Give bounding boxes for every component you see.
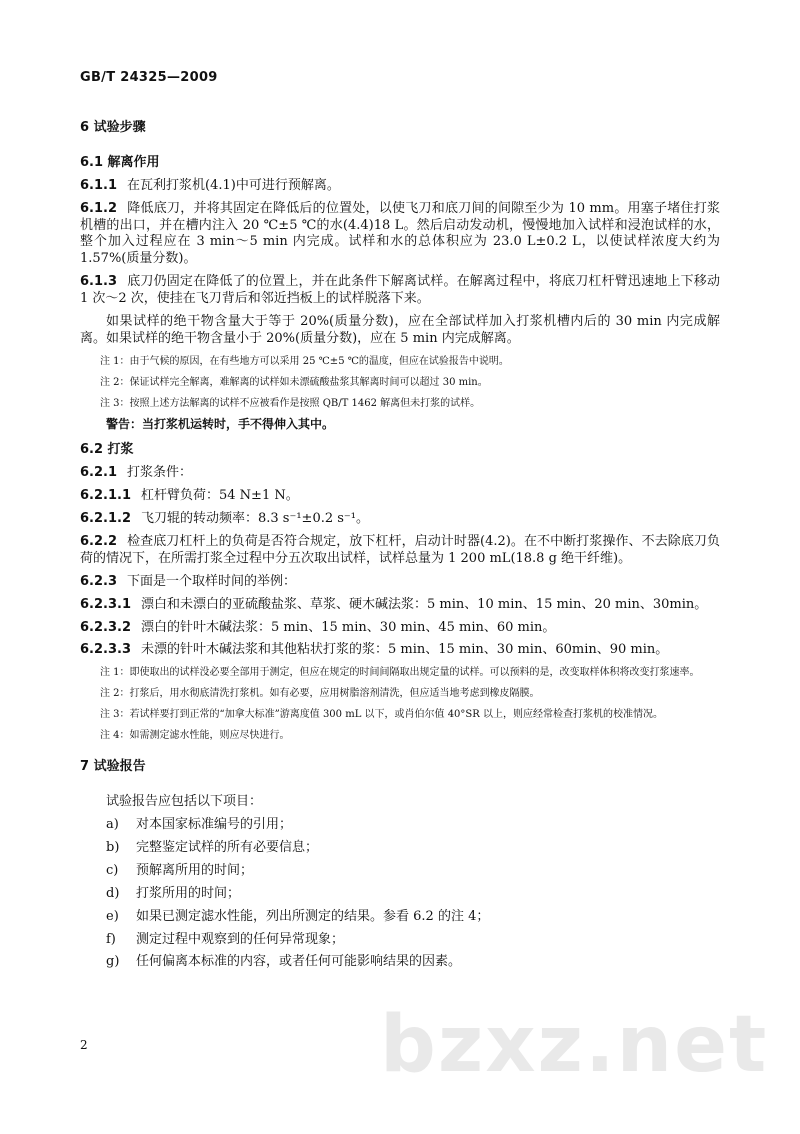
- list-marker: b): [106, 839, 120, 855]
- report-intro: 试验报告应包括以下项目：: [106, 794, 263, 810]
- clause-text: 下面是一个取样时间的举例：: [127, 573, 297, 589]
- clause-6-2-3-2: [80, 620, 720, 637]
- list-marker: f): [106, 931, 116, 947]
- clause-6-1-3-paragraph: 如果试样的绝干物含量大于等于 20%(质量分数)，应在全部试样加入打浆机槽内后的 30 min 内完成解离。如果试样的绝干物含量小于 20%(质量分数)，应在 5 min 内完成解离。: [80, 314, 720, 346]
- note-6-2-4: 注 4：如需测定滤水性能，则应尽快进行。: [100, 730, 290, 742]
- clause-6-2-1: [80, 465, 720, 482]
- list-item-text: 测定过程中观察到的任何异常现象；: [136, 931, 345, 947]
- clause-number: 6.2.3.1: [80, 596, 131, 612]
- list-item-text: 预解离所用的时间；: [136, 862, 254, 878]
- list-marker: g): [106, 954, 120, 970]
- list-item: [80, 863, 720, 880]
- clause-6-1-3: [80, 274, 720, 308]
- clause-number: 6.2.3: [80, 573, 118, 589]
- list-item-text: 对本国家标准编号的引用；: [136, 817, 293, 833]
- list-item: [80, 909, 720, 926]
- clause-text: 未漂的针叶木碱法浆和其他粘状打浆的浆：5 min、15 min、30 min、60min、90 min。: [141, 642, 669, 658]
- standard-number: GB/T 24325—2009: [80, 70, 218, 85]
- section-6-1-heading: 6.1 解离作用: [80, 154, 160, 170]
- clause-6-2-1-1: [80, 488, 720, 505]
- clause-number: 6.2.1.1: [80, 488, 131, 504]
- list-marker: d): [106, 885, 120, 901]
- clause-text: 漂白的针叶木碱法浆：5 min、15 min、30 min、45 min、60 min。: [141, 619, 556, 635]
- note-6-2-2: 注 2：打浆后，用水彻底清洗打浆机。如有必要，应用树脂溶剂清洗，但应适当地考虑到橡皮隔膜。: [100, 688, 540, 700]
- note-6-2-1: 注 1：即使取出的试样没必要全部用于测定，但应在规定的时间间隔取出规定量的试样。可以预料的是，改变取样体积将改变打浆速率。: [100, 667, 700, 679]
- clause-6-2-3-1: [80, 597, 720, 614]
- clause-number: 6.1.3: [80, 274, 118, 290]
- list-item: [80, 817, 720, 834]
- document-body: [80, 120, 720, 977]
- clause-number: 6.2.1: [80, 465, 118, 481]
- section-7-heading: 7 试验报告: [80, 759, 146, 775]
- list-item: [80, 932, 720, 949]
- clause-number: 6.2.3.2: [80, 619, 131, 635]
- clause-number: 6.1.1: [80, 177, 118, 193]
- section-6-2-heading: 6.2 打浆: [80, 442, 134, 458]
- clause-6-2-1-2: [80, 511, 720, 528]
- report-items-list: [80, 817, 720, 971]
- list-marker: c): [106, 862, 119, 878]
- section-6-heading: 6 试验步骤: [80, 120, 146, 135]
- list-item: [80, 954, 720, 971]
- note-6-1-1: 注 1：由于气候的原因，在有些地方可以采用 25 ℃±5 ℃的温度，但应在试验报告中说明。: [100, 355, 509, 367]
- clause-text: 底刀仍固定在降低了的位置上，并在此条件下解离试样。在解离过程中，将底刀杠杆臂迅速地上下移动 1 次～2 次，使挂在飞刀背后和邻近挡板上的试样脱落下来。: [80, 274, 720, 307]
- clause-6-1-1: [80, 178, 720, 195]
- clause-number: 6.2.1.2: [80, 511, 131, 527]
- clause-number: 6.1.2: [80, 200, 118, 216]
- clause-text: 飞刀辊的转动频率：8.3 s⁻¹±0.2 s⁻¹。: [141, 511, 369, 527]
- note-6-1-3: 注 3：按照上述方法解离的试样不应被看作是按照 QB/T 1462 解离但未打浆的试样。: [100, 397, 481, 409]
- clause-6-2-2: [80, 534, 720, 568]
- note-6-1-2: 注 2：保证试样完全解离，难解离的试样如未漂硫酸盐浆其解离时间可以超过 30 min。: [100, 376, 488, 388]
- list-item-text: 任何偏离本标准的内容，或者任何可能影响结果的因素。: [136, 954, 462, 970]
- clause-text: 杠杆臂负荷：54 N±1 N。: [141, 488, 299, 504]
- list-item-text: 完整鉴定试样的所有必要信息；: [136, 839, 319, 855]
- list-item: [80, 840, 720, 857]
- clause-6-2-3: [80, 574, 720, 591]
- page-number: 2: [80, 1038, 88, 1052]
- list-marker: e): [106, 908, 119, 924]
- clause-text: 检查底刀杠杆上的负荷是否符合规定，放下杠杆，启动计时器(4.2)。在不中断打浆操作、不去除底刀负荷的情况下，在所需打浆全过程中分五次取出试样，试样总量为 1 200 mL(18.8 g 绝干纤维)。: [80, 533, 720, 566]
- note-6-2-3: 注 3：若试样要打到正常的“加拿大标准”游离度值 300 mL 以下，或肖伯尔值 40°SR 以上，则应经常检查打浆机的校准情况。: [100, 709, 663, 721]
- clause-6-2-3-3: [80, 642, 720, 659]
- list-marker: a): [106, 817, 119, 833]
- list-item-text: 打浆所用的时间；: [136, 885, 241, 901]
- clause-text: 在瓦利打浆机(4.1)中可进行预解离。: [127, 177, 340, 193]
- clause-text: 漂白和未漂白的亚硫酸盐浆、草浆、硬木碱法浆：5 min、10 min、15 min、20 min、30min。: [141, 596, 708, 612]
- warning-text: 警告：当打浆机运转时，手不得伸入其中。: [106, 416, 335, 431]
- clause-text: 降低底刀，并将其固定在降低后的位置处，以使飞刀和底刀间的间隙至少为 10 mm。用塞子堵住打浆机槽的出口，并在槽内注入 20 ℃±5 ℃的水(4.4)18 L。然后启动发动机，慢慢地加入试样和浸泡试样的水，整个加入过程应在 3 min～5 min 内完成。试样和水的总体积应为 23.0 L±0.2 L，以使试样浓度大约为 1.57%(质量分数)。: [80, 200, 720, 267]
- watermark: bzxz.net: [380, 1000, 769, 1090]
- clause-text: 打浆条件：: [127, 465, 193, 481]
- clause-number: 6.2.2: [80, 533, 118, 549]
- list-item: [80, 886, 720, 903]
- clause-number: 6.2.3.3: [80, 642, 131, 658]
- list-item-text: 如果已测定滤水性能，列出所测定的结果。参看 6.2 的注 4；: [136, 908, 490, 924]
- clause-6-1-2: [80, 201, 720, 269]
